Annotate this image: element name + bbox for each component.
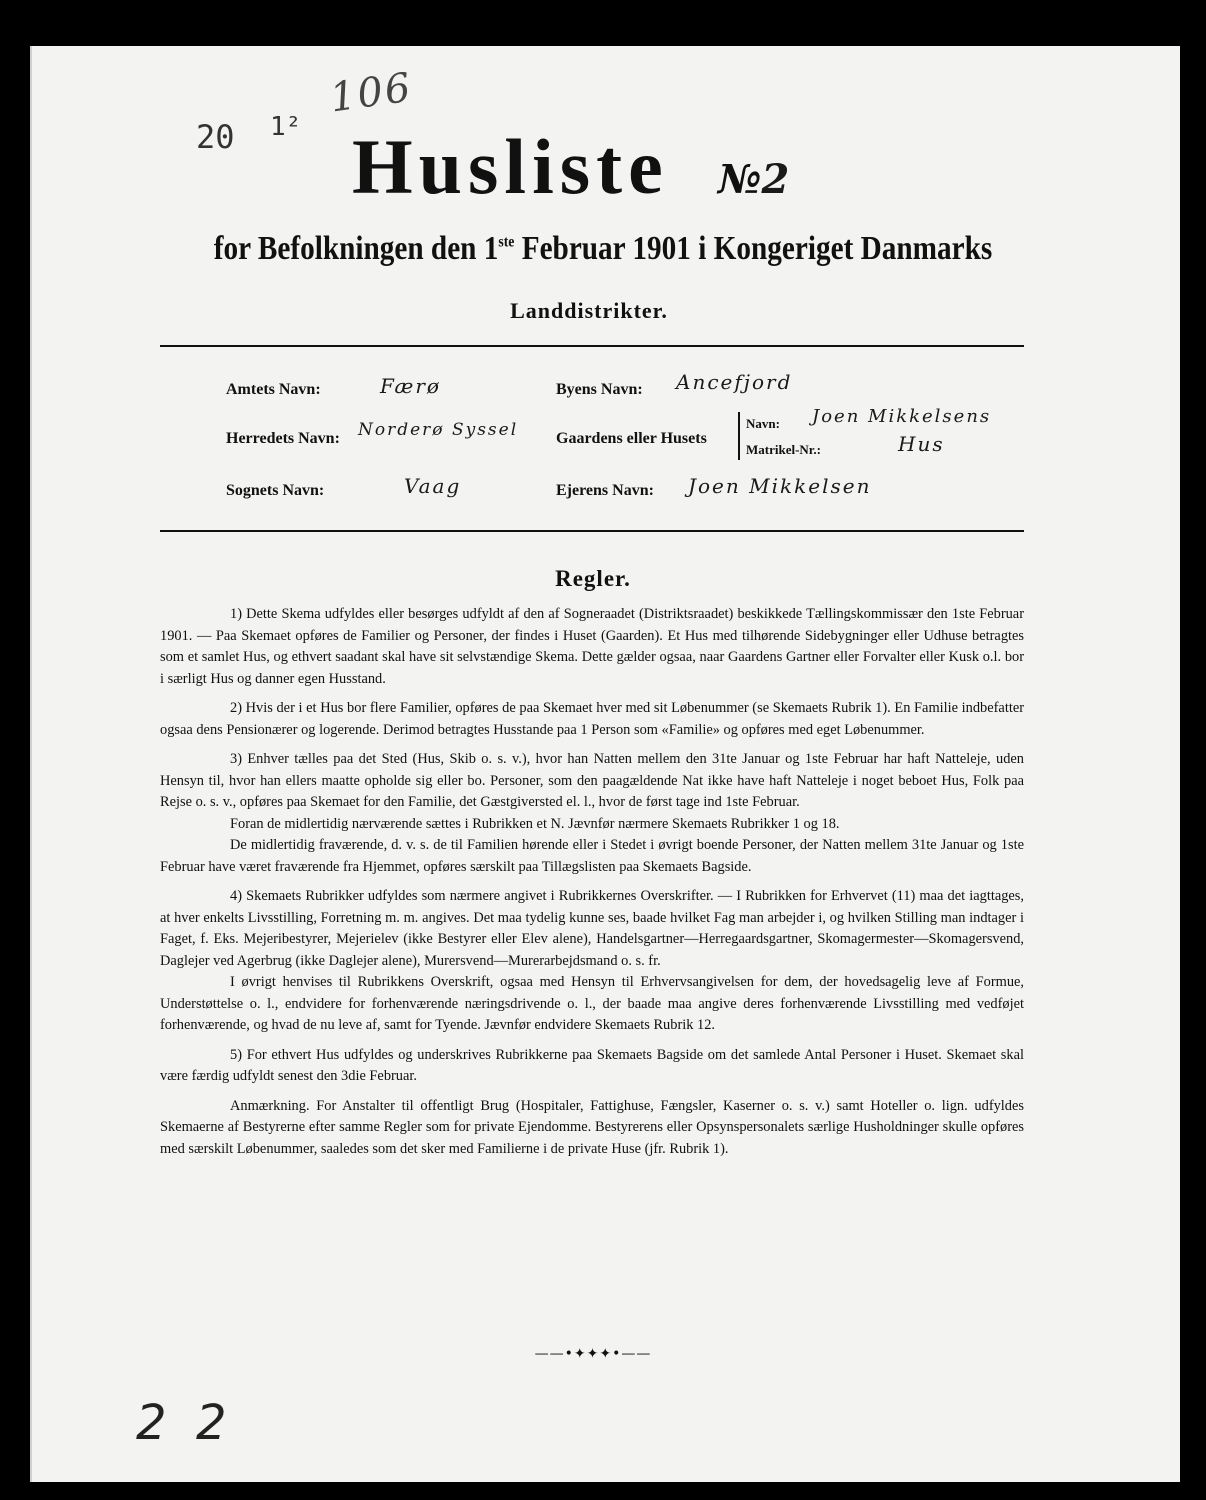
rules-section <box>160 604 1024 1160</box>
district-heading: Landdistrikter. <box>510 298 668 323</box>
rule-paragraph: De midlertidig fraværende, d. v. s. de til Familien hørende eller i Stedet i øvrigt boende Personer, der Natten mellem 31te Januar og 1ste Februar have været fraværende fra Hjemmet, opføres særskilt paa Tillægslisten paa Skemaets Bagside. <box>160 837 1024 875</box>
gaard-label: Gaardens eller Husets <box>556 430 707 447</box>
rule-paragraph: 2) Hvis der i et Hus bor flere Familier, opføres de paa Skemaet hver med sit Løbenummer (se Skemaets Rubrik 1). En Familie indbefatter ogsaa dens Pensionærer og logerende. Derimod betragtes Husstande paa 1 Person som «Familie» og opføres med eget Løbenummer. <box>160 700 1024 738</box>
rule-paragraph: 5) For ethvert Hus udfyldes og underskrives Rubrikkerne paa Skemaets Bagside om det samlede Antal Personer i Huset. Skemaet skal være færdig udfyldt senest den 3die Februar. <box>160 1046 1024 1084</box>
subtitle: for Befolkningen den 1ste Februar 1901 i Kongeriget Danmarks <box>213 230 993 267</box>
divider-top <box>160 345 1024 347</box>
sogn-label: Sognets Navn: <box>226 482 325 499</box>
rule-paragraph: 4) Skemaets Rubrikker udfyldes som nærmere angivet i Rubrikkernes Overskrifter. — I Rubrikken for Erhvervet (11) maa det iagttages, at hver enkelts Livsstilling, Forretning m. m. angives. Det maa tydelig kunne ses, baade hvilket Fag man arbejder i, og hvilken Stilling man indtager i Faget, f. Eks. Mejeribestyrer, Mejerielev (ikke Bestyrer eller Elev alene), Handelsgartner—Herregaardsgartner, Skomagermester—Skomagersvend, Daglejer ved Agerbrug (ikke Daglejer alene), Murersvend—Murerarbejdsmand o. s. fr. <box>160 888 1024 969</box>
sheet-number: 106 <box>327 64 416 122</box>
matrikel-value: Hus <box>898 432 945 456</box>
byens-label: Byens Navn: <box>556 381 643 398</box>
rules-title: Regler. <box>555 566 631 591</box>
herred-label: Herredets Navn: <box>226 430 340 447</box>
matrikel-label: Matrikel-Nr.: <box>746 442 821 457</box>
bottom-number-left: 2 <box>136 1395 167 1451</box>
amt-value: Færø <box>380 374 441 398</box>
pencil-fraction: 1² <box>270 112 302 142</box>
herred-value: Norderø Syssel <box>358 420 519 440</box>
ejer-value: Joen Mikkelsen <box>688 474 872 498</box>
rule-paragraph: Foran de midlertidig nærværende sættes i Rubrikken et N. Jævnfør nærmere Skemaets Rubrikker 1 og 18. <box>230 815 840 832</box>
rule-paragraph: I øvrigt henvises til Rubrikkens Overskrift, ogsaa med Hensyn til Erhvervsangivelsen for dem, der hovedsagelig leve af Formue, Understøttelse o. l., endvidere for forhenværende næringsdrivende o. l., der baade maa angive deres forhenværende Livsstilling med vedføjet forhenværende, og hvad de nu leve af, samt for Tyende. Jævnfør endvidere Skemaets Rubrik 12. <box>160 974 1024 1033</box>
page-title: Husliste <box>352 123 669 210</box>
divider-bottom <box>160 530 1024 532</box>
ornament: ——•✦✦✦•—— <box>534 1346 652 1362</box>
ejer-label: Ejerens Navn: <box>556 482 654 499</box>
navn-label: Navn: <box>746 416 780 431</box>
rule-paragraph: 3) Enhver tælles paa det Sted (Hus, Skib o. s. v.), hvor han Natten mellem den 31te Januar og 1ste Februar har haft Natteleje, uden Hensyn til, hvor han ellers maatte opholde sig eller bo. Personer, som den paagældende Nat ikke have haft Natteleje i noget beboet Hus, Folk paa Rejse o. s. v., opføres paa Skemaet for den Familie, det Gæstgiversted el. l., hvor de først tage ind 1ste Februar. <box>160 751 1024 810</box>
amt-label: Amtets Navn: <box>226 381 321 398</box>
bottom-number-right: 2 <box>196 1395 227 1451</box>
byens-value: Ancefjord <box>676 370 793 394</box>
rule-paragraph: 1) Dette Skema udfyldes eller besørges udfyldt af den af Sogneraadet (Distriktsraadet) beskikkede Tællingskommissær den 1ste Februar 1901. — Paa Skemaet opføres de Familier og Personer, der findes i Huset (Gaarden). Et Hus med tilhørende Sidebygninger eller Udhuse betragtes som et samlet Hus, og ethvert saadant skal have sit selvstændige Skema. Dette gælder ogsaa, naar Gaardens Gartner eller Forvalter eller Kusk o.l. bor i særligt Hus og danner egen Husstand. <box>160 606 1024 687</box>
sogn-value: Vaag <box>404 474 462 498</box>
title-number: №2 <box>718 156 792 203</box>
brace <box>738 412 742 460</box>
navn-value: Joen Mikkelsens <box>812 406 992 427</box>
pencil-number: 20 <box>196 118 235 156</box>
note-paragraph: Anmærkning. For Anstalter til offentligt Brug (Hospitaler, Fattighuse, Fængsler, Kaserner o. s. v.) samt Hoteller o. lign. udfyldes Skemaerne af Bestyrerne efter samme Regler som for private Ejendomme. Bestyrerens eller Opsynspersonalets særlige Husholdninger skulle opføres med særskilt Løbenummer, saaledes som det sker med Familierne i de private Huse (jfr. Rubrik 1). <box>160 1097 1024 1157</box>
